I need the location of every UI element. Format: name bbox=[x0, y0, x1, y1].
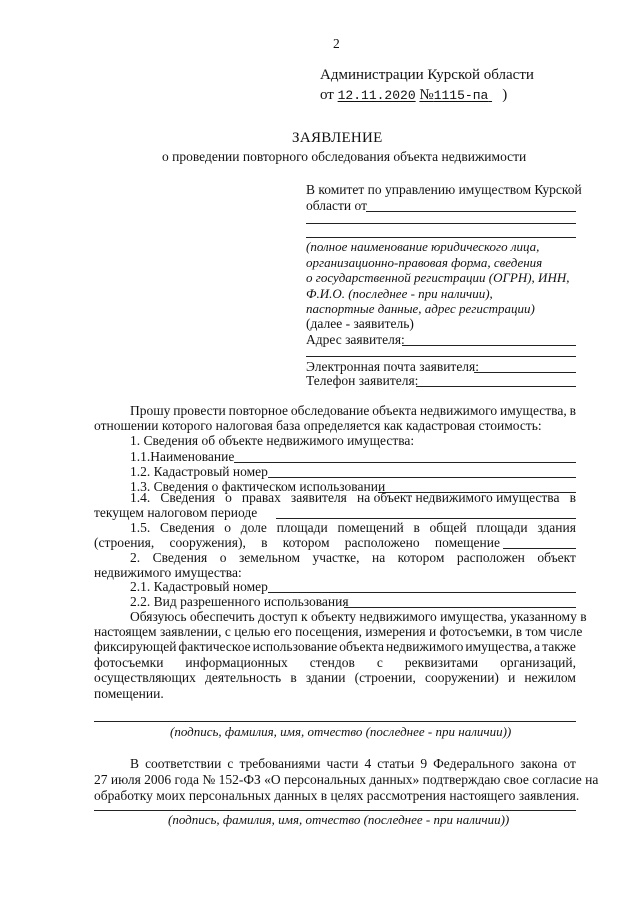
obligation-line-4 bbox=[94, 656, 576, 670]
text-word: повторное bbox=[228, 403, 289, 418]
land-line-2: недвижимого имущества: bbox=[94, 565, 242, 580]
request-line-2: отношении которого налоговая база определяется как кадастровая стоимость: bbox=[94, 418, 542, 433]
obligation-line-6: помещении. bbox=[94, 686, 164, 701]
land-cadastral-field[interactable] bbox=[268, 592, 576, 593]
text-word: в bbox=[413, 520, 420, 535]
cadastral-number-label: 1.2. Кадастровый номер bbox=[130, 464, 268, 479]
text-word: участке, bbox=[312, 550, 360, 565]
text-word: 4 bbox=[364, 756, 372, 771]
permitted-use-field[interactable] bbox=[344, 607, 576, 608]
text-word: статьи bbox=[377, 756, 415, 771]
phone-field[interactable] bbox=[416, 386, 576, 387]
text-word: от bbox=[563, 756, 576, 771]
text-word: информационных bbox=[185, 655, 288, 670]
text-word: сооружения), bbox=[169, 535, 246, 550]
signature-note-2: (подпись, фамилия, имя, отчество (последнее - при наличии)) bbox=[168, 812, 510, 827]
text-word: объект bbox=[537, 550, 576, 565]
text-word: требованиями bbox=[239, 756, 321, 771]
text-word: о bbox=[225, 490, 232, 505]
land-line-1 bbox=[130, 551, 576, 565]
text-word: осуществляющих bbox=[94, 670, 196, 685]
text-word: (строения, bbox=[94, 535, 155, 550]
text-word: о bbox=[219, 550, 227, 565]
text-word: и bbox=[508, 670, 516, 685]
text-word: Сведения bbox=[152, 550, 208, 565]
text-word: здании bbox=[305, 670, 346, 685]
text-word: имущества, bbox=[465, 639, 533, 654]
text-word: здания bbox=[537, 520, 576, 535]
text-word: земельном bbox=[238, 550, 300, 565]
text-word: доле bbox=[240, 520, 267, 535]
text-word: сооружении) bbox=[424, 670, 499, 685]
text-word: стендов bbox=[309, 655, 355, 670]
text-word: заявителя bbox=[290, 490, 347, 505]
text-word: (строении, bbox=[354, 670, 416, 685]
applicant-note-4: Ф.И.О. (последнее - при наличии), bbox=[306, 286, 493, 301]
land-cadastral-label: 2.1. Кадастровый номер bbox=[130, 579, 268, 594]
text-word: а bbox=[534, 639, 541, 654]
text-word: имущества, bbox=[500, 403, 567, 418]
object-name-label: 1.1.Наименование bbox=[130, 449, 235, 464]
obligation-line-2: настоящем заявлении, с целью его посещения, измерения и фотосъемки, в том числе bbox=[94, 624, 583, 639]
text-word: объекта bbox=[372, 403, 417, 418]
applicant-alias: (далее - заявитель) bbox=[306, 316, 414, 331]
text-word: 1.5. bbox=[130, 520, 151, 535]
number-sign: № bbox=[419, 87, 434, 103]
text-word: площади bbox=[476, 520, 528, 535]
applicant-note-2: организационно-правовая форма, сведения bbox=[306, 255, 543, 270]
page-number: 2 bbox=[333, 36, 340, 51]
request-line-1 bbox=[130, 404, 576, 418]
number-underline-pad bbox=[488, 88, 502, 103]
obligation-line-5 bbox=[94, 671, 576, 685]
text-word: в bbox=[261, 535, 268, 550]
text-word: фиксирующей bbox=[94, 639, 177, 654]
consent-line-3: обработку моих персональных данных в целях рассмотрения настоящего заявления. bbox=[94, 788, 580, 803]
section-1-heading: 1. Сведения об объекте недвижимого имущества: bbox=[130, 433, 415, 448]
text-word: Сведения bbox=[159, 520, 215, 535]
text-word: провести bbox=[173, 403, 226, 418]
text-word: фотосъемки bbox=[94, 655, 164, 670]
applicant-note-5: паспортные данные, адрес регистрации) bbox=[306, 301, 535, 316]
text-word: на bbox=[371, 550, 386, 565]
text-word: площади bbox=[276, 520, 328, 535]
document-title: ЗАЯВЛЕНИЕ bbox=[292, 130, 383, 146]
consent-line-1 bbox=[130, 757, 576, 771]
text-word: на объект недвижимого имущества bbox=[357, 490, 560, 505]
text-word: Сведения bbox=[160, 490, 215, 505]
text-word: недвижимого bbox=[386, 639, 464, 654]
email-field[interactable] bbox=[474, 372, 576, 373]
text-word: фактическое bbox=[178, 639, 251, 654]
date-prefix: от bbox=[320, 87, 334, 103]
text-word: реквизитами bbox=[404, 655, 479, 670]
text-word: общей bbox=[429, 520, 467, 535]
text-word: расположен bbox=[456, 550, 525, 565]
share-line-2 bbox=[94, 536, 500, 550]
rights-field[interactable] bbox=[276, 518, 576, 519]
text-word: помещение bbox=[434, 535, 500, 550]
text-word: объекта bbox=[339, 639, 384, 654]
text-word: о bbox=[224, 520, 232, 535]
text-word: соответствии bbox=[145, 756, 222, 771]
applicant-field-3[interactable] bbox=[306, 237, 576, 238]
text-word: части bbox=[326, 756, 359, 771]
signature-note-1: (подпись, фамилия, имя, отчество (последнее - при наличии)) bbox=[170, 724, 512, 739]
address-field[interactable] bbox=[402, 345, 576, 346]
text-word: недвижимого bbox=[419, 403, 498, 418]
phone-label: Телефон заявителя: bbox=[306, 373, 419, 388]
text-word: также bbox=[542, 639, 576, 654]
header-org: Администрации Курской области bbox=[320, 67, 534, 83]
text-word: 2. bbox=[130, 550, 141, 565]
date-value: 12.11.2020 bbox=[337, 88, 416, 103]
text-word: В bbox=[130, 756, 140, 771]
number-value: 1115-па bbox=[433, 88, 489, 103]
text-word: деятельность bbox=[205, 670, 282, 685]
text-word: в bbox=[290, 670, 297, 685]
actual-use-label: 1.3. Сведения о фактическом использовании bbox=[130, 479, 386, 494]
permitted-use-label: 2.2. Вид разрешенного использования bbox=[130, 594, 349, 609]
addressee-line2: области от bbox=[306, 198, 367, 213]
close-paren: ) bbox=[502, 87, 508, 103]
header-date-line bbox=[320, 88, 507, 103]
signature-field-1[interactable] bbox=[94, 721, 576, 722]
applicant-field-1[interactable] bbox=[366, 211, 576, 212]
obligation-line-1: Обязуюсь обеспечить доступ к объекту недвижимого имущества, указанному в bbox=[130, 609, 587, 624]
obligation-line-3 bbox=[94, 640, 576, 654]
consent-line-2: 27 июля 2006 года № 152-ФЗ «О персональных данных» подтверждаю свое согласие на bbox=[94, 772, 599, 787]
document-subtitle: о проведении повторного обследования объекта недвижимости bbox=[162, 149, 527, 164]
text-word: помещений bbox=[337, 520, 404, 535]
text-word: с bbox=[227, 756, 234, 771]
applicant-note-3: о государственной регистрации (ОГРН), ИНН, bbox=[306, 270, 570, 285]
text-word: с bbox=[376, 655, 383, 670]
text-word: расположено bbox=[344, 535, 420, 550]
cadastral-number-field[interactable] bbox=[268, 477, 576, 478]
applicant-note-1: (полное наименование юридического лица, bbox=[306, 239, 540, 254]
text-word: 1.4. bbox=[130, 490, 151, 505]
text-word: Федерального bbox=[433, 756, 515, 771]
share-field[interactable] bbox=[503, 548, 576, 549]
text-word: в bbox=[569, 403, 576, 418]
text-word: 9 bbox=[420, 756, 428, 771]
text-word: нежилом bbox=[524, 670, 576, 685]
text-word: обследование bbox=[290, 403, 370, 418]
share-line-1 bbox=[130, 521, 576, 535]
signature-field-2[interactable] bbox=[94, 810, 576, 811]
text-word: в bbox=[569, 490, 576, 505]
text-word: использование bbox=[252, 639, 338, 654]
addressee-line1: В комитет по управлению имуществом Курской bbox=[306, 182, 582, 197]
rights-line-1 bbox=[130, 491, 576, 505]
text-word: организаций, bbox=[500, 655, 576, 670]
text-word: закона bbox=[520, 756, 558, 771]
text-word: котором bbox=[397, 550, 445, 565]
text-word: правах bbox=[241, 490, 281, 505]
text-word: Прошу bbox=[130, 403, 171, 418]
applicant-field-2[interactable] bbox=[306, 223, 576, 224]
email-label: Электронная почта заявителя: bbox=[306, 359, 480, 374]
object-name-field[interactable] bbox=[234, 462, 576, 463]
address-field-2[interactable] bbox=[306, 356, 576, 357]
address-label: Адрес заявителя: bbox=[306, 332, 405, 347]
text-word: котором bbox=[282, 535, 330, 550]
rights-line-2: текущем налоговом периоде bbox=[94, 505, 258, 520]
